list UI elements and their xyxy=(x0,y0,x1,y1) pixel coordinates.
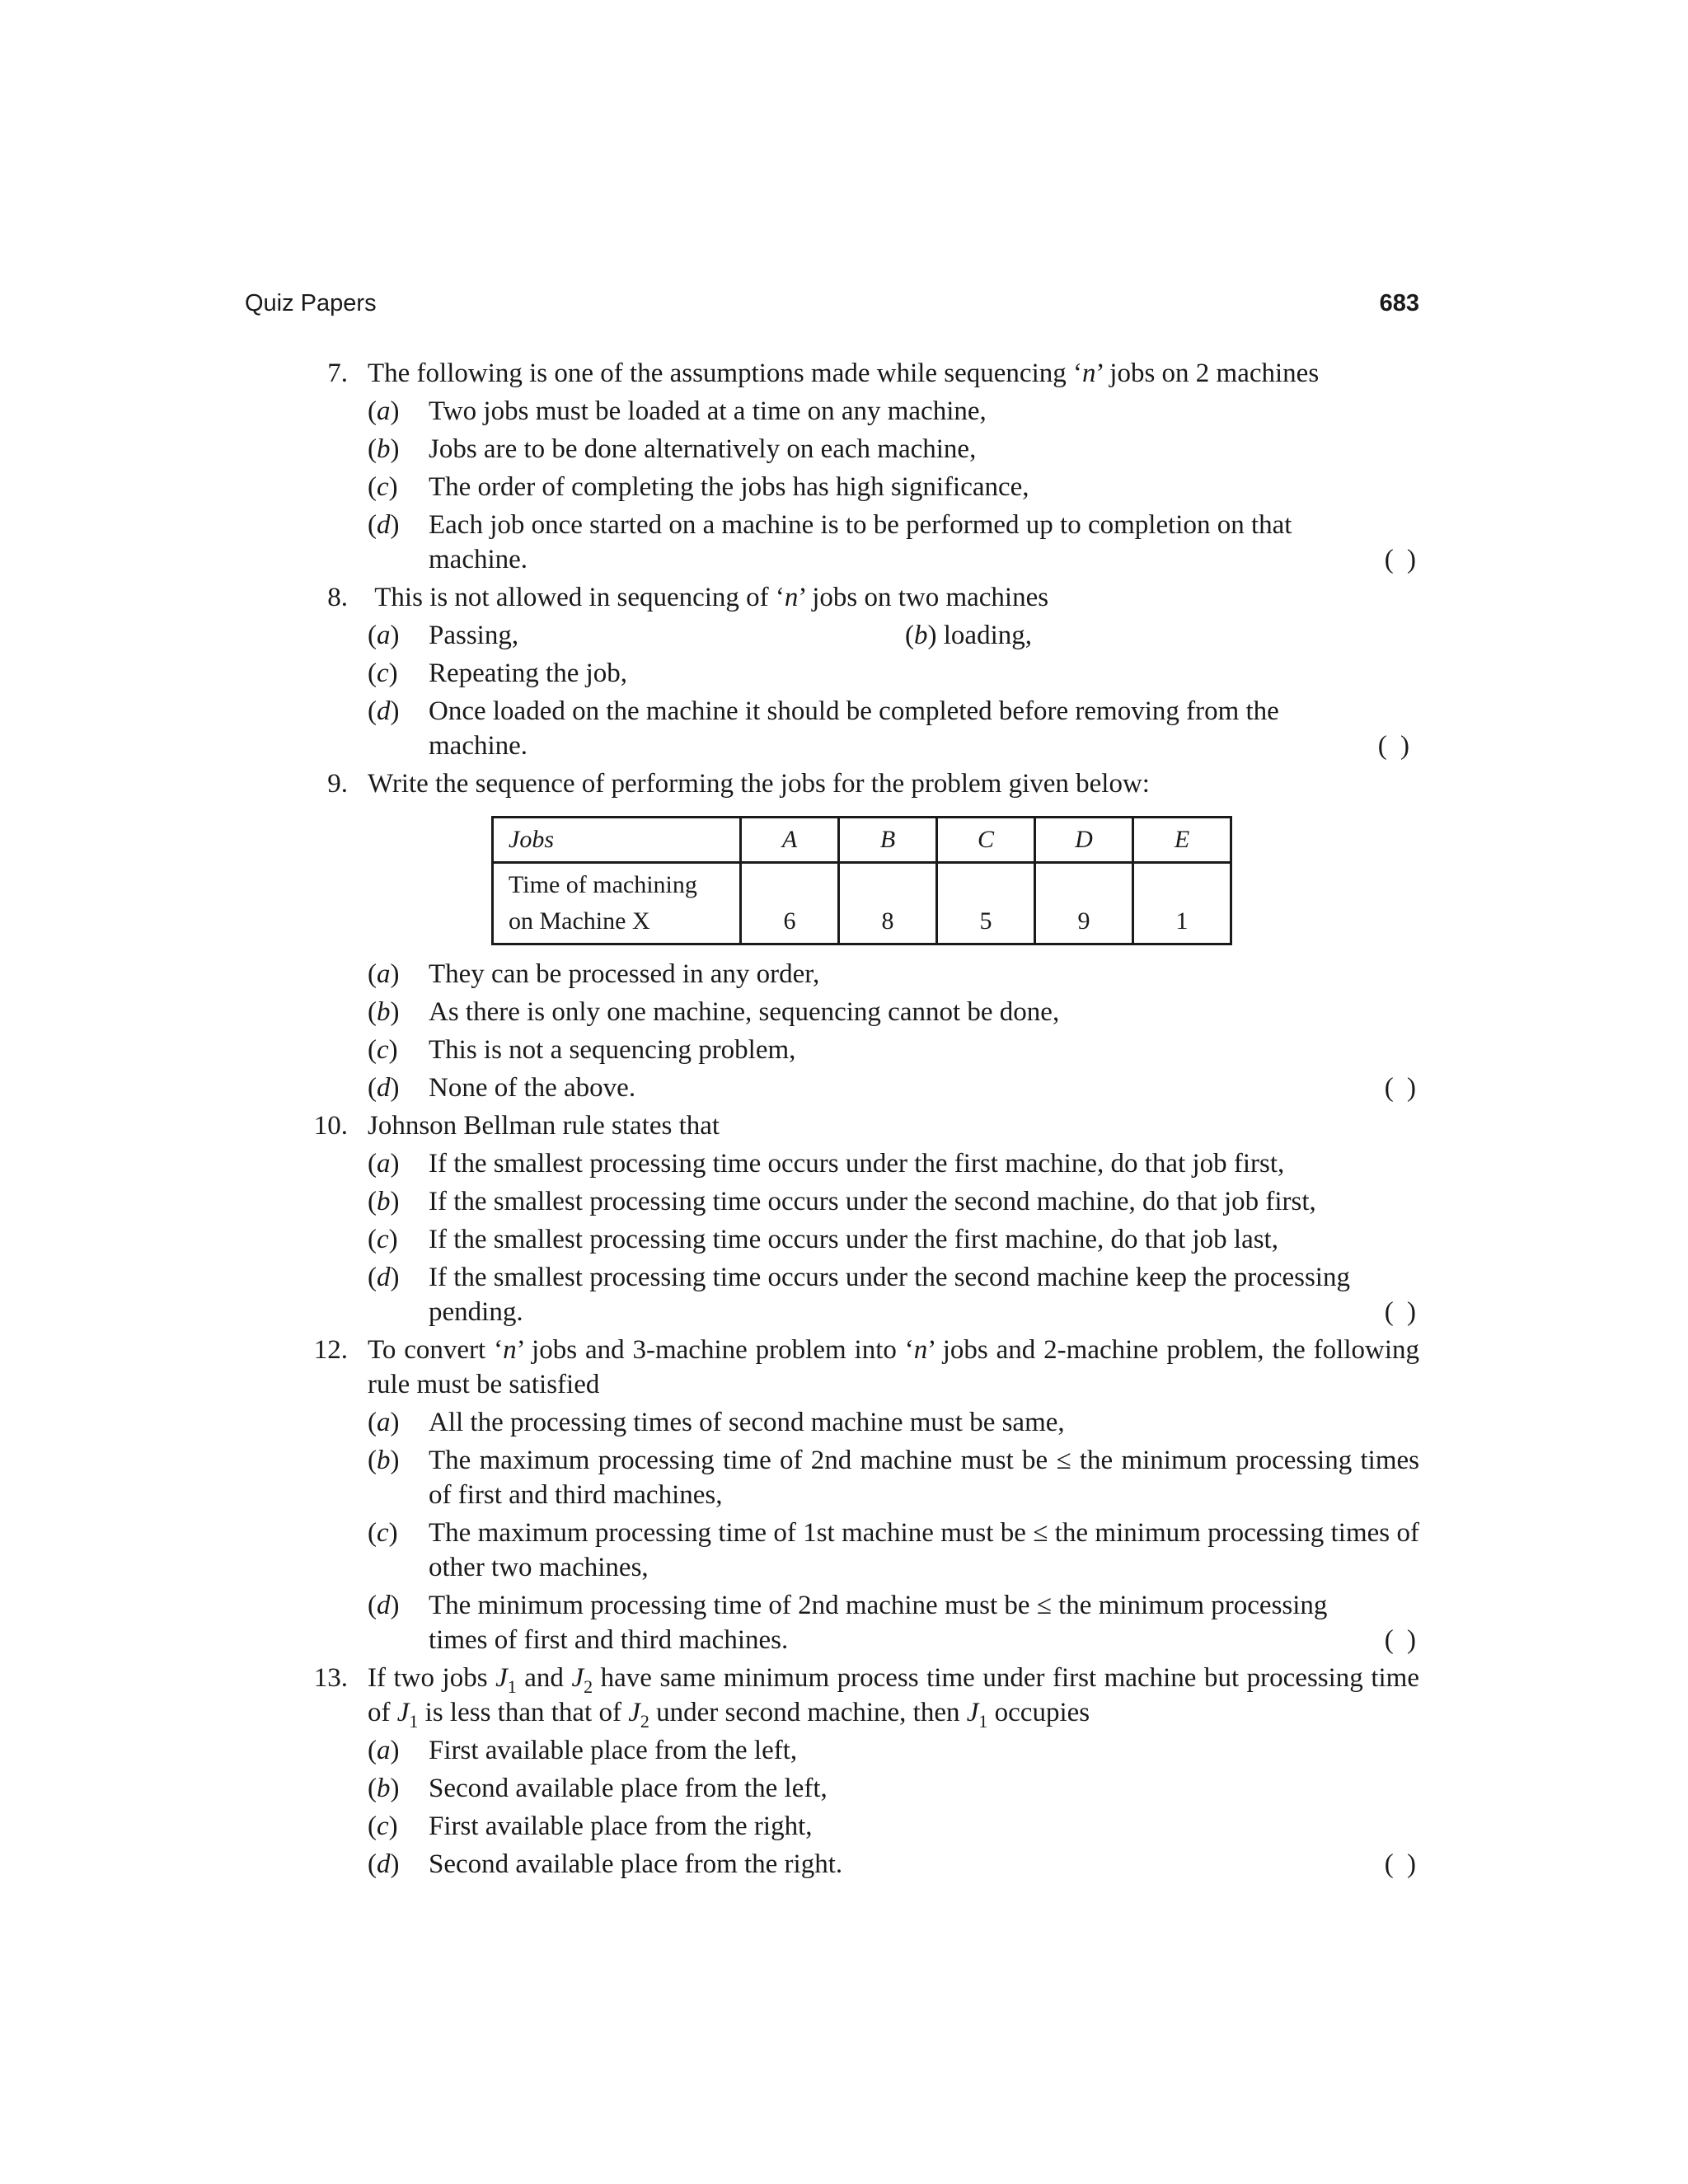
answer-bracket: ( ) xyxy=(1384,1073,1419,1103)
table-cell: A xyxy=(741,818,839,863)
question-7 xyxy=(297,356,1419,577)
page-number: 683 xyxy=(1379,290,1419,316)
option-a: (a) Two jobs must be loaded at a time on any machine, xyxy=(368,396,987,426)
option-b: (b) Second available place from the left, xyxy=(368,1774,828,1803)
option-b: (b) Jobs are to be done alternatively on each machine, xyxy=(368,434,977,464)
table-cell: 5 xyxy=(937,863,1035,944)
option-a: (a) If the smallest processing time occurs under the first machine, do that job first, xyxy=(368,1149,1285,1179)
option-b: (b) As there is only one machine, sequencing cannot be done, xyxy=(368,997,1060,1027)
question-number: 8. xyxy=(327,583,348,612)
table-cell: 6 xyxy=(741,863,839,944)
option-c: (c) First available place from the right, xyxy=(368,1811,813,1841)
option-c: (c) If the smallest processing time occurs under the first machine, do that job last, xyxy=(368,1225,1278,1254)
question-text: To convert ‘n’ jobs and 3-machine problem into ‘n’ jobs and 2-machine problem, the following rule must be satisfied xyxy=(368,1335,1419,1399)
table-cell: D xyxy=(1035,818,1133,863)
quiz-content xyxy=(297,356,1419,1885)
question-text: The following is one of the assumptions made while sequencing ‘n’ jobs on 2 machines xyxy=(368,359,1320,388)
option-d: (d) None of the above. ( ) xyxy=(368,1071,1419,1105)
option-row-ab: (a) Passing, (b) loading, xyxy=(368,618,1419,653)
option-a: (a) First available place from the left, xyxy=(368,1736,798,1765)
option-c: (c) This is not a sequencing problem, xyxy=(368,1035,796,1065)
option-a: (a) They can be processed in any order, xyxy=(368,959,820,989)
option-b: (b) The maximum processing time of 2nd machine must be ≤ the minimum processing times of first and third machines, xyxy=(368,1446,1419,1510)
option-d: (d) If the smallest processing time occurs under the second machine keep the processing pending. ( ) xyxy=(368,1260,1419,1329)
question-number: 12. xyxy=(313,1335,348,1365)
question-10 xyxy=(297,1108,1419,1329)
question-text: If two jobs $J_1$ and $J_2$ have same minimum process time under first machine but processing time of $J_1$ is less than that of $J_2$ under second machine, then $J_1$ occupies xyxy=(368,1663,1419,1732)
option-b: (b) loading, xyxy=(905,621,1032,650)
jobs-table xyxy=(491,816,1232,945)
running-title: Quiz Papers xyxy=(245,290,377,316)
table-cell: 9 xyxy=(1035,863,1133,944)
answer-bracket: ( ) xyxy=(1384,1849,1419,1879)
option-d: (d) Each job once started on a machine is to be performed up to completion on that machine. ( ) xyxy=(368,508,1419,577)
question-number: 7. xyxy=(327,359,348,388)
table-row xyxy=(493,863,1231,944)
option-c: (c) Repeating the job, xyxy=(368,658,628,688)
answer-bracket: ( ) xyxy=(1384,545,1419,574)
question-text: Write the sequence of performing the jobs for the problem given below: xyxy=(368,769,1150,799)
question-number: 13. xyxy=(313,1663,348,1693)
question-number: 9. xyxy=(327,769,348,799)
option-a: (a) xyxy=(368,621,400,650)
answer-bracket: ( ) xyxy=(1377,731,1413,761)
question-number: 10. xyxy=(313,1111,348,1141)
table-cell: Jobs xyxy=(493,818,741,863)
answer-bracket: ( ) xyxy=(1384,1625,1419,1655)
option-c: (c) The maximum processing time of 1st machine must be ≤ the minimum processing times of other two machines, xyxy=(368,1518,1419,1582)
page-header xyxy=(245,290,1419,323)
table-cell: E xyxy=(1133,818,1231,863)
option-d: (d) Second available place from the right. ( ) xyxy=(368,1847,1419,1882)
table-cell: B xyxy=(839,818,937,863)
table-cell: 1 xyxy=(1133,863,1231,944)
table-header-row xyxy=(493,818,1231,863)
table-cell: Time of machining on Machine X xyxy=(493,863,741,944)
answer-bracket: ( ) xyxy=(1384,1297,1419,1327)
question-13 xyxy=(297,1661,1419,1882)
option-d: (d) The minimum processing time of 2nd machine must be ≤ the minimum processing times of first and third machines. ( ) xyxy=(368,1588,1419,1657)
option-d: (d) Once loaded on the machine it should be completed before removing from the machine. ( ) xyxy=(368,694,1419,763)
question-text: Johnson Bellman rule states that xyxy=(368,1111,720,1141)
option-c: (c) The order of completing the jobs has high significance, xyxy=(368,472,1029,502)
table-cell: C xyxy=(937,818,1035,863)
option-b: (b) If the smallest processing time occurs under the second machine, do that job first, xyxy=(368,1187,1316,1216)
question-text: This is not allowed in sequencing of ‘n’ jobs on two machines xyxy=(374,583,1049,612)
question-9 xyxy=(297,766,1419,1105)
option-a: (a) All the processing times of second machine must be same, xyxy=(368,1408,1065,1437)
table-cell: 8 xyxy=(839,863,937,944)
question-12 xyxy=(297,1333,1419,1657)
question-8 xyxy=(297,580,1419,763)
